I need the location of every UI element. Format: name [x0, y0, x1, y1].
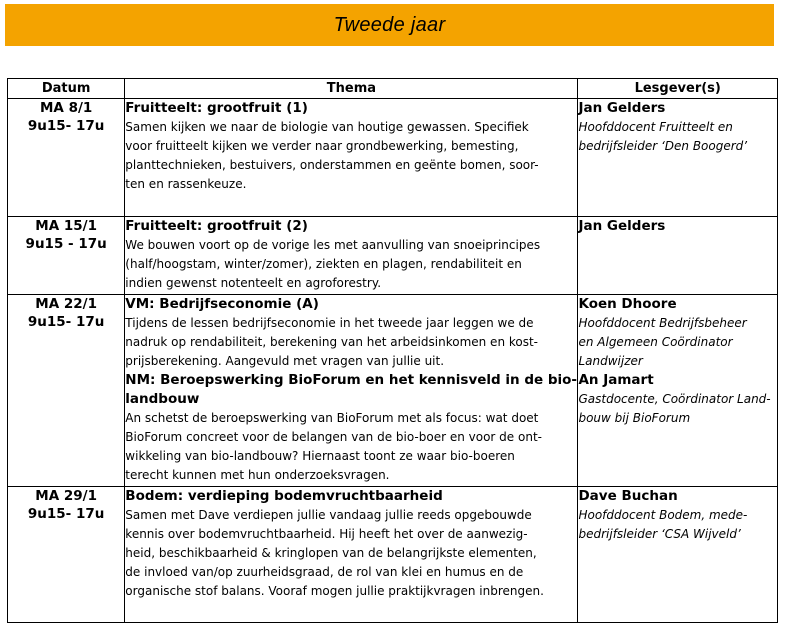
description-line: (half/hoogstam, winter/zomer), ziekten en plagen, rendabiliteit en — [125, 257, 522, 271]
table-header-row — [8, 79, 778, 99]
topic-title: VM: Bedrijfseconomie (A) — [125, 296, 319, 312]
date-cell — [8, 217, 125, 295]
thema-cell — [125, 295, 578, 487]
topic-title: Fruitteelt: grootfruit (1) — [125, 100, 308, 116]
description-line: Tijdens de lessen bedrijfseconomie in het tweede jaar leggen we de — [125, 316, 534, 330]
page-title: Tweede jaar — [333, 13, 446, 36]
teacher-name: An Jamart — [578, 372, 654, 388]
description-line: BioForum concreet voor de belangen van de bio-boer en voor de ont- — [125, 430, 542, 444]
topic-title: NM: Beroepswerking BioForum en het kennisveld in de bio-landbouw — [125, 372, 578, 407]
description-line: nadruk op rendabiliteit, berekening van het arbeidsinkomen en kost- — [125, 335, 539, 349]
teacher-name: Jan Gelders — [578, 100, 666, 116]
topic-title: Fruitteelt: grootfruit (2) — [125, 218, 308, 234]
description-line: kennis over bodemvruchtbaarheid. Hij heeft het over de aanwezig- — [125, 527, 528, 541]
lesgever-cell — [578, 295, 778, 487]
table-row — [8, 487, 778, 623]
description-line: de invloed van/op zuurheidsgraad, de rol van klei en humus en de — [125, 565, 524, 579]
lesgever-cell — [578, 487, 778, 623]
teacher-role: Hoofddocent Bodem, mede- — [578, 508, 748, 522]
topic-title: Bodem: verdieping bodemvruchtbaarheid — [125, 488, 443, 504]
teacher-role: Gastdocente, Coördinator Land- — [578, 392, 771, 406]
table-row — [8, 217, 778, 295]
teacher-role: bouw bij BioForum — [578, 411, 691, 425]
teacher-role: bedrijfsleider ‘Den Boogerd’ — [578, 139, 748, 153]
teacher-role: en Algemeen Coördinator — [578, 335, 733, 349]
description-line: heid, beschikbaarheid & kringlopen van de belangrijkste elementen, — [125, 546, 537, 560]
description-line: prijsberekening. Aangevuld met vragen van jullie uit. — [125, 354, 445, 368]
table-row — [8, 295, 778, 487]
thema-cell — [125, 217, 578, 295]
column-header-thema: Thema — [125, 79, 578, 99]
session-date: MA 29/1 — [35, 488, 97, 504]
description-line: Samen kijken we naar de biologie van houtige gewassen. Specifiek — [125, 120, 529, 134]
date-cell — [8, 295, 125, 487]
column-header-date: Datum — [8, 79, 125, 99]
teacher-name: Dave Buchan — [578, 488, 678, 504]
session-time: 9u15 - 17u — [25, 236, 107, 252]
session-date: MA 22/1 — [35, 296, 97, 312]
column-header-lesgever: Lesgever(s) — [578, 79, 778, 99]
description-line: voor fruitteelt kijken we verder naar grondbewerking, bemesting, — [125, 139, 519, 153]
topic-description — [125, 506, 577, 601]
session-time: 9u15- 17u — [27, 506, 105, 522]
session-time: 9u15- 17u — [27, 118, 105, 134]
description-line: ten en rassenkeuze. — [125, 177, 247, 191]
date-cell — [8, 99, 125, 217]
header-banner — [5, 4, 774, 46]
teacher-role: bedrijfsleider ‘CSA Wijveld’ — [578, 527, 741, 541]
topic-description — [125, 236, 577, 293]
lesgever-cell — [578, 217, 778, 295]
topic-description — [125, 314, 577, 371]
description-line: organische stof balans. Vooraf mogen jullie praktijkvragen inbrengen. — [125, 584, 544, 598]
teacher-role: Landwijzer — [578, 354, 643, 368]
teacher-name: Koen Dhoore — [578, 296, 677, 312]
date-cell — [8, 487, 125, 623]
teacher-name: Jan Gelders — [578, 218, 666, 234]
description-line: An schetst de beroepswerking van BioForum met als focus: wat doet — [125, 411, 539, 425]
lesgever-cell — [578, 99, 778, 217]
description-line: We bouwen voort op de vorige les met aanvulling van snoeiprincipes — [125, 238, 541, 252]
schedule-table — [7, 78, 778, 623]
table-row — [8, 99, 778, 217]
thema-cell — [125, 99, 578, 217]
topic-description — [125, 118, 577, 194]
description-line: Samen met Dave verdiepen jullie vandaag jullie reeds opgebouwde — [125, 508, 532, 522]
session-date: MA 8/1 — [39, 100, 93, 116]
topic-description — [125, 409, 577, 485]
session-time: 9u15- 17u — [27, 314, 105, 330]
description-line: indien gewenst notenteelt en agroforestry. — [125, 276, 382, 290]
thema-cell — [125, 487, 578, 623]
description-line: terecht kunnen met hun onderzoeksvragen. — [125, 468, 390, 482]
description-line: wikkeling van bio-landbouw? Hiernaast toont ze waar bio-boeren — [125, 449, 515, 463]
teacher-role: Hoofddocent Fruitteelt en — [578, 120, 733, 134]
description-line: planttechnieken, bestuivers, onderstammen en geënte bomen, soor- — [125, 158, 539, 172]
teacher-role: Hoofddocent Bedrijfsbeheer — [578, 316, 747, 330]
session-date: MA 15/1 — [35, 218, 97, 234]
